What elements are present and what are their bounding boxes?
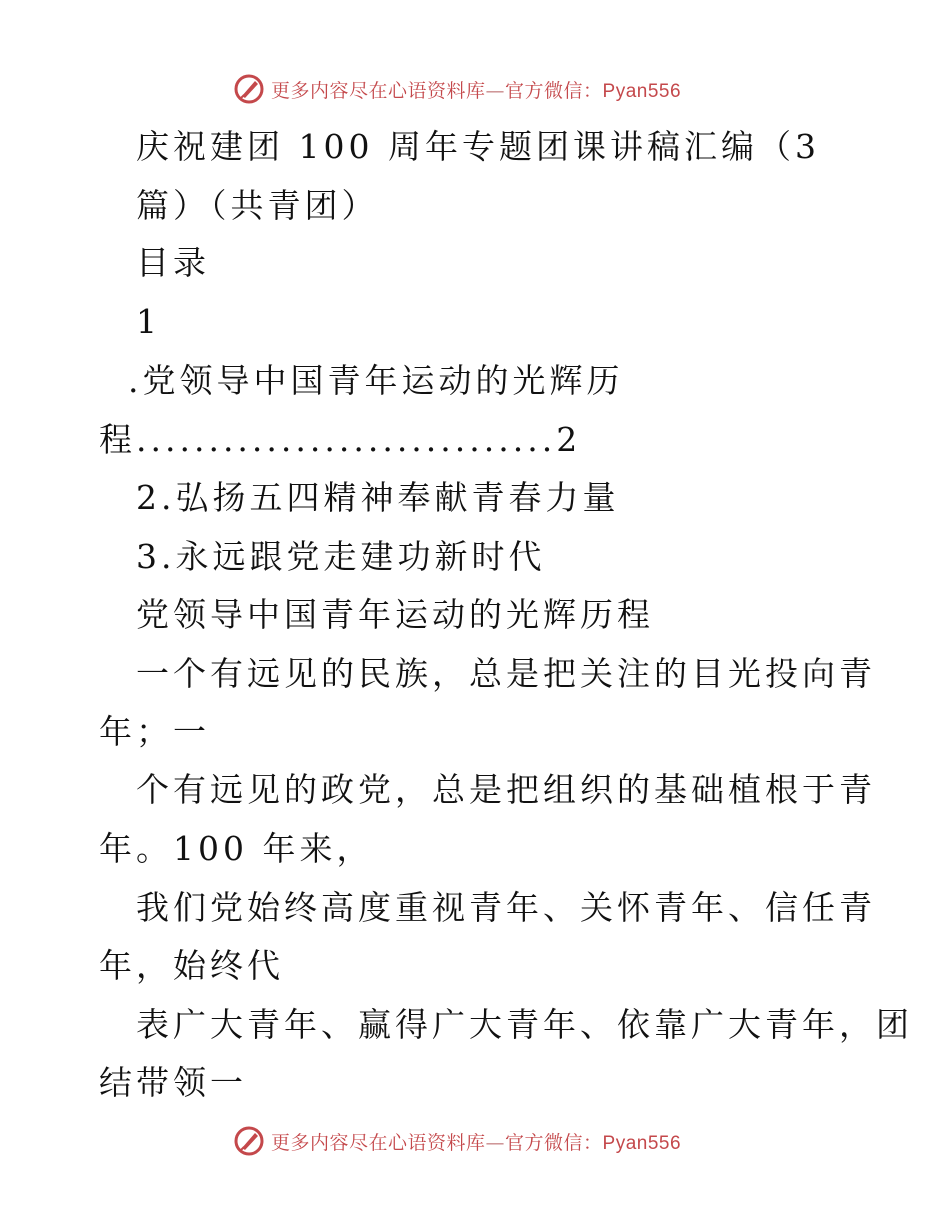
- footer-watermark: [233, 1124, 681, 1158]
- watermark-text: [271, 1128, 681, 1155]
- watermark-wechat-label: 官方微信：: [505, 1131, 603, 1154]
- paragraph-line: 一个有远见的民族，总是把关注的目光投向青: [136, 654, 876, 693]
- document-title-line-1: 庆祝建团 100 周年专题团课讲稿汇编（3: [136, 127, 820, 166]
- section-heading: 党领导中国青年运动的光辉历程: [136, 595, 654, 634]
- toc-heading: 目录: [136, 243, 210, 282]
- watermark-brand: 更多内容尽在心语资料库: [271, 1131, 486, 1154]
- toc-item-3: 3.永远跟党走建功新时代: [136, 537, 546, 576]
- paragraph-line: 年，始终代: [99, 946, 284, 985]
- paragraph-line: 年。100 年来，: [99, 829, 374, 868]
- paragraph-line: 表广大青年、赢得广大青年、依靠广大青年，团: [136, 1005, 913, 1044]
- document-title-line-2: 篇）（共青团）: [136, 186, 379, 225]
- watermark-brand: 更多内容尽在心语资料库: [271, 79, 486, 102]
- watermark-separator: —: [485, 79, 506, 102]
- paragraph-line: 我们党始终高度重视青年、关怀青年、信任青: [136, 888, 876, 927]
- toc-item-1-leader: 程.............................2: [99, 420, 582, 459]
- quill-pen-icon: [233, 1125, 265, 1157]
- watermark-wechat-label: 官方微信：: [505, 79, 603, 102]
- watermark-separator: —: [485, 1131, 506, 1154]
- paragraph-line: 结带领一: [99, 1063, 247, 1102]
- paragraph-line: 个有远见的政党，总是把组织的基础植根于青: [136, 770, 876, 809]
- paragraph-line: 年；一: [99, 712, 210, 751]
- toc-item-2: 2.弘扬五四精神奉献青春力量: [136, 478, 620, 517]
- toc-item-1-number: 1: [136, 302, 161, 341]
- watermark-wechat-id: Pyan556: [602, 1132, 682, 1154]
- toc-item-1-text: .党领导中国青年运动的光辉历: [128, 361, 624, 400]
- watermark-wechat-id: Pyan556: [602, 80, 682, 102]
